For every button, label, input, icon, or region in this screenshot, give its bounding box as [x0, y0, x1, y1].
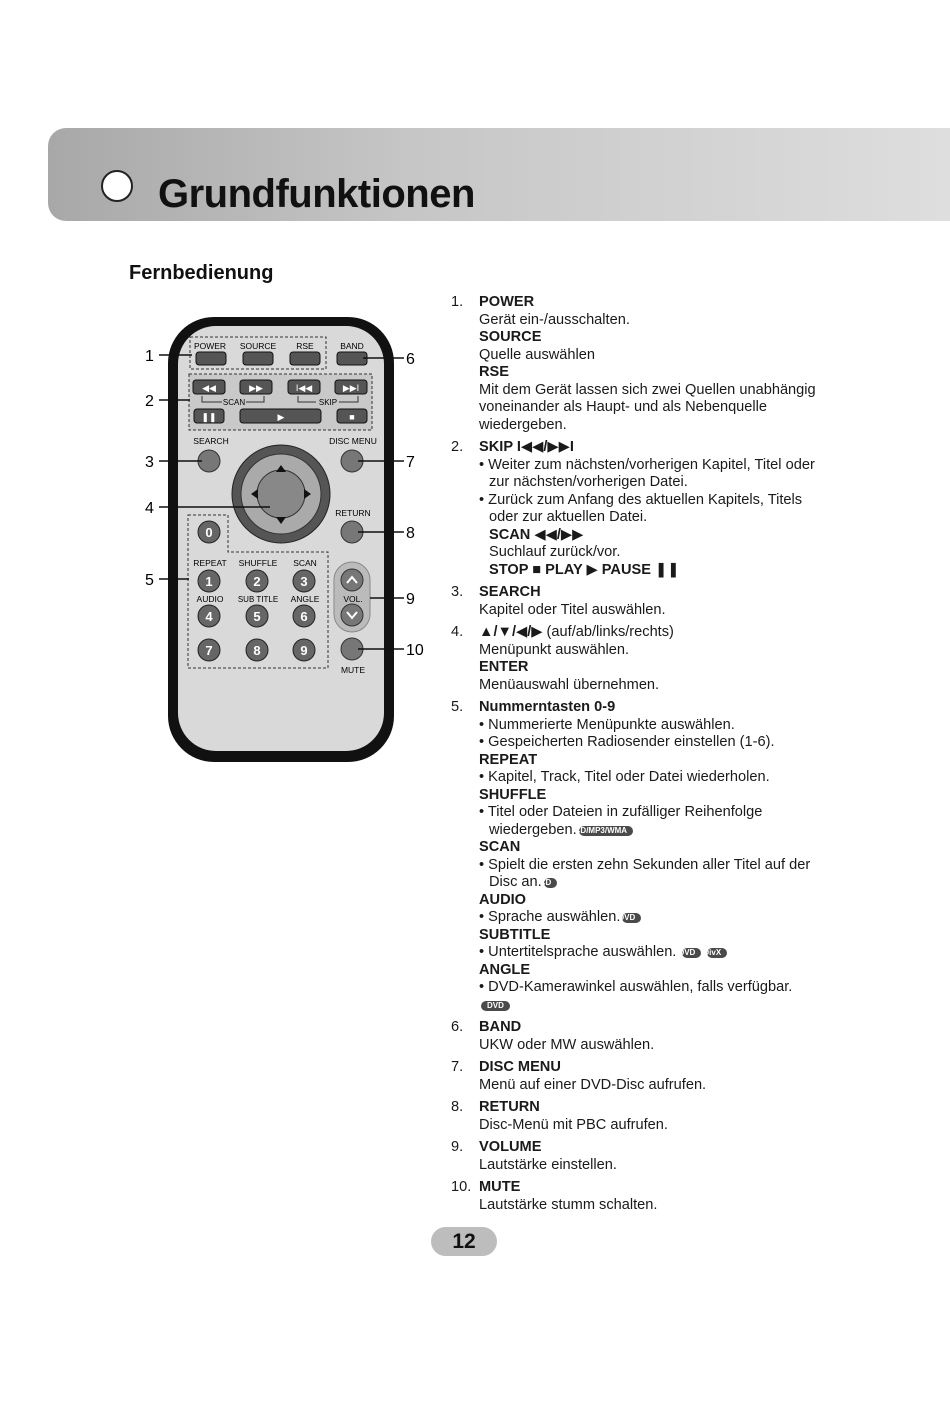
list-item	[451, 624, 831, 694]
bullet-text: • Sprache auswählen.	[479, 909, 621, 925]
item-title: RETURN	[479, 1099, 540, 1115]
digit-4-label: 4	[205, 609, 213, 624]
item-bullet: • DVD-Kamerawinkel auswählen, falls verfügbar.	[479, 979, 793, 995]
item-number: 10.	[451, 1179, 472, 1195]
list-item	[451, 439, 831, 579]
band-button	[337, 352, 367, 365]
format-badge: DivX	[707, 948, 727, 958]
callout-3: 3	[145, 454, 154, 471]
list-item	[451, 584, 831, 619]
item-bullet: • Gespeicherten Radiosender einstellen (1-6).	[479, 734, 775, 750]
skip-group-label: SKIP	[318, 398, 338, 407]
format-badge: DVD	[622, 913, 641, 923]
item-text: Menüpunkt auswählen.	[479, 641, 630, 658]
digit-8-label: 8	[253, 643, 261, 658]
item-title: POWER	[479, 294, 535, 310]
list-item	[451, 1139, 831, 1174]
item-title: SKIP I◀◀/▶▶I	[479, 439, 574, 455]
item-text: UKW oder MW auswählen.	[479, 1036, 655, 1053]
item-title: VOLUME	[479, 1139, 542, 1155]
item-number: 3.	[451, 584, 464, 600]
skip-back-icon: I◀◀	[295, 383, 313, 393]
item-text: Menü auf einer DVD-Disc aufrufen.	[479, 1076, 707, 1093]
item-number: 5.	[451, 699, 464, 715]
callout-1: 1	[145, 348, 154, 365]
item-title: SUBTITLE	[479, 926, 551, 943]
remote-illustration	[140, 312, 440, 772]
scan-group-label: SCAN	[222, 398, 246, 407]
repeat-label: REPEAT	[193, 558, 227, 568]
callout-10: 10	[406, 642, 424, 659]
list-item	[451, 1019, 831, 1054]
band-label: BAND	[340, 341, 364, 351]
search-label: SEARCH	[193, 436, 229, 446]
badge-line	[479, 997, 831, 1015]
item-number: 1.	[451, 294, 464, 310]
volume-down-button	[341, 604, 363, 626]
list-item	[451, 1059, 831, 1094]
item-text: Suchlauf zurück/vor.	[489, 544, 621, 560]
digit-9-label: 9	[300, 643, 308, 658]
item-number: 9.	[451, 1139, 464, 1155]
digit-3-label: 3	[300, 574, 308, 589]
item-bullet	[479, 804, 831, 839]
item-number: 7.	[451, 1059, 464, 1075]
subtitle-label: SUB TITLE	[237, 595, 279, 604]
item-text: Gerät ein-/ausschalten.	[479, 311, 630, 328]
item-title: ANGLE	[479, 961, 531, 978]
item-title: REPEAT	[479, 751, 538, 768]
vol-label: VOL.	[343, 594, 363, 604]
skip-forward-icon: ▶▶I	[342, 383, 360, 393]
item-number: 8.	[451, 1099, 464, 1115]
format-badge: CD/MP3/WMA	[579, 826, 633, 836]
bullet-text: • Titel oder Dateien in zufälliger Reihenfolge wiedergeben.	[479, 804, 763, 838]
item-bullet: • Zurück zum Anfang des aktuellen Kapitels, Titels oder zur aktuellen Datei.	[479, 491, 803, 525]
rse-button	[290, 352, 320, 365]
audio-label: AUDIO	[196, 594, 224, 604]
item-text: Kapitel oder Titel auswählen.	[479, 601, 666, 618]
item-text: Lautstärke stumm schalten.	[479, 1196, 658, 1213]
callout-4: 4	[145, 500, 154, 517]
callout-7: 7	[406, 454, 415, 471]
item-title: BAND	[479, 1019, 522, 1035]
pause-icon: ❚❚	[201, 412, 217, 422]
item-number: 6.	[451, 1019, 464, 1035]
page-title: Grundfunktionen	[158, 172, 475, 216]
digit-5-label: 5	[253, 609, 261, 624]
format-badge: DVD	[682, 948, 701, 958]
item-title-line	[479, 624, 831, 642]
return-label: RETURN	[335, 508, 371, 518]
item-bullet	[479, 944, 831, 962]
item-title: SCAN ◀◀/▶▶	[489, 526, 584, 543]
item-bullet: • Nummerierte Menüpunkte auswählen.	[479, 716, 735, 733]
item-title: SCAN	[479, 839, 521, 855]
angle-label: ANGLE	[290, 594, 320, 604]
item-text: Quelle auswählen	[479, 346, 596, 363]
list-item	[451, 1179, 831, 1214]
item-title: RSE	[479, 364, 510, 380]
bullet-text: • Spielt die ersten zehn Sekunden aller Titel auf der Disc an.	[479, 856, 811, 890]
function-list	[451, 294, 831, 1219]
stop-icon: ■	[349, 412, 355, 422]
item-title: AUDIO	[479, 891, 527, 908]
item-bullet: • Weiter zum nächsten/vorherigen Kapitel, Titel oder zur nächsten/vorherigen Datei.	[479, 456, 815, 490]
source-label: SOURCE	[239, 341, 277, 351]
item-title: SHUFFLE	[479, 786, 547, 803]
item-text: Mit dem Gerät lassen sich zwei Quellen unabhängig voneinander als Haupt- und als Nebenquelle wiedergeben.	[479, 381, 816, 433]
item-title: MUTE	[479, 1179, 521, 1195]
digit-1-label: 1	[205, 574, 213, 589]
item-title: Nummerntasten 0-9	[479, 699, 616, 715]
item-title: SEARCH	[479, 584, 541, 600]
format-badge: CD	[544, 878, 558, 888]
page-number: 12	[431, 1227, 497, 1256]
callout-6: 6	[406, 351, 415, 368]
digit-0-label: 0	[205, 525, 213, 540]
item-number: 4.	[451, 624, 464, 640]
power-button	[196, 352, 226, 365]
item-bullet	[479, 857, 831, 892]
mute-label: MUTE	[340, 665, 366, 675]
item-title: STOP ■ PLAY ▶ PAUSE ❚❚	[489, 561, 680, 578]
callout-9: 9	[406, 591, 415, 608]
callout-2: 2	[145, 393, 154, 410]
remote-drawing	[140, 312, 440, 772]
arrow-keys-desc: (auf/ab/links/rechts)	[542, 624, 674, 640]
scan-label: SCAN	[293, 558, 317, 568]
header-bullet-icon	[101, 170, 133, 202]
item-title: SOURCE	[479, 329, 542, 345]
enter-button	[257, 470, 305, 518]
list-item	[451, 1099, 831, 1134]
digit-2-label: 2	[253, 574, 261, 589]
callout-8: 8	[406, 525, 415, 542]
play-icon: ▶	[277, 412, 285, 422]
callout-5: 5	[145, 572, 154, 589]
list-item	[451, 699, 831, 1014]
digit-7-label: 7	[205, 643, 213, 658]
item-number: 2.	[451, 439, 464, 455]
section-title: Fernbedienung	[129, 262, 274, 284]
disc-menu-label: DISC MENU	[329, 436, 377, 446]
source-button	[243, 352, 273, 365]
item-title: DISC MENU	[479, 1059, 561, 1075]
item-bullet: • Kapitel, Track, Titel oder Datei wiederholen.	[479, 769, 770, 785]
item-bullet	[479, 909, 831, 927]
item-text: Lautstärke einstellen.	[479, 1156, 617, 1173]
volume-up-button	[341, 569, 363, 591]
item-title: ENTER	[479, 659, 529, 675]
rse-label: RSE	[296, 341, 314, 351]
list-item	[451, 294, 831, 434]
arrow-keys: ▲/▼/◀/▶	[479, 624, 543, 640]
item-text: Disc-Menü mit PBC aufrufen.	[479, 1116, 668, 1133]
item-text: Menüauswahl übernehmen.	[479, 676, 660, 693]
format-badge: DVD	[481, 1001, 510, 1011]
digit-6-label: 6	[300, 609, 308, 624]
rewind-icon: ◀◀	[202, 383, 216, 393]
forward-icon: ▶▶	[249, 383, 263, 393]
bullet-text: • Untertitelsprache auswählen.	[479, 944, 677, 960]
power-label: POWER	[193, 341, 227, 351]
shuffle-label: SHUFFLE	[238, 558, 278, 568]
